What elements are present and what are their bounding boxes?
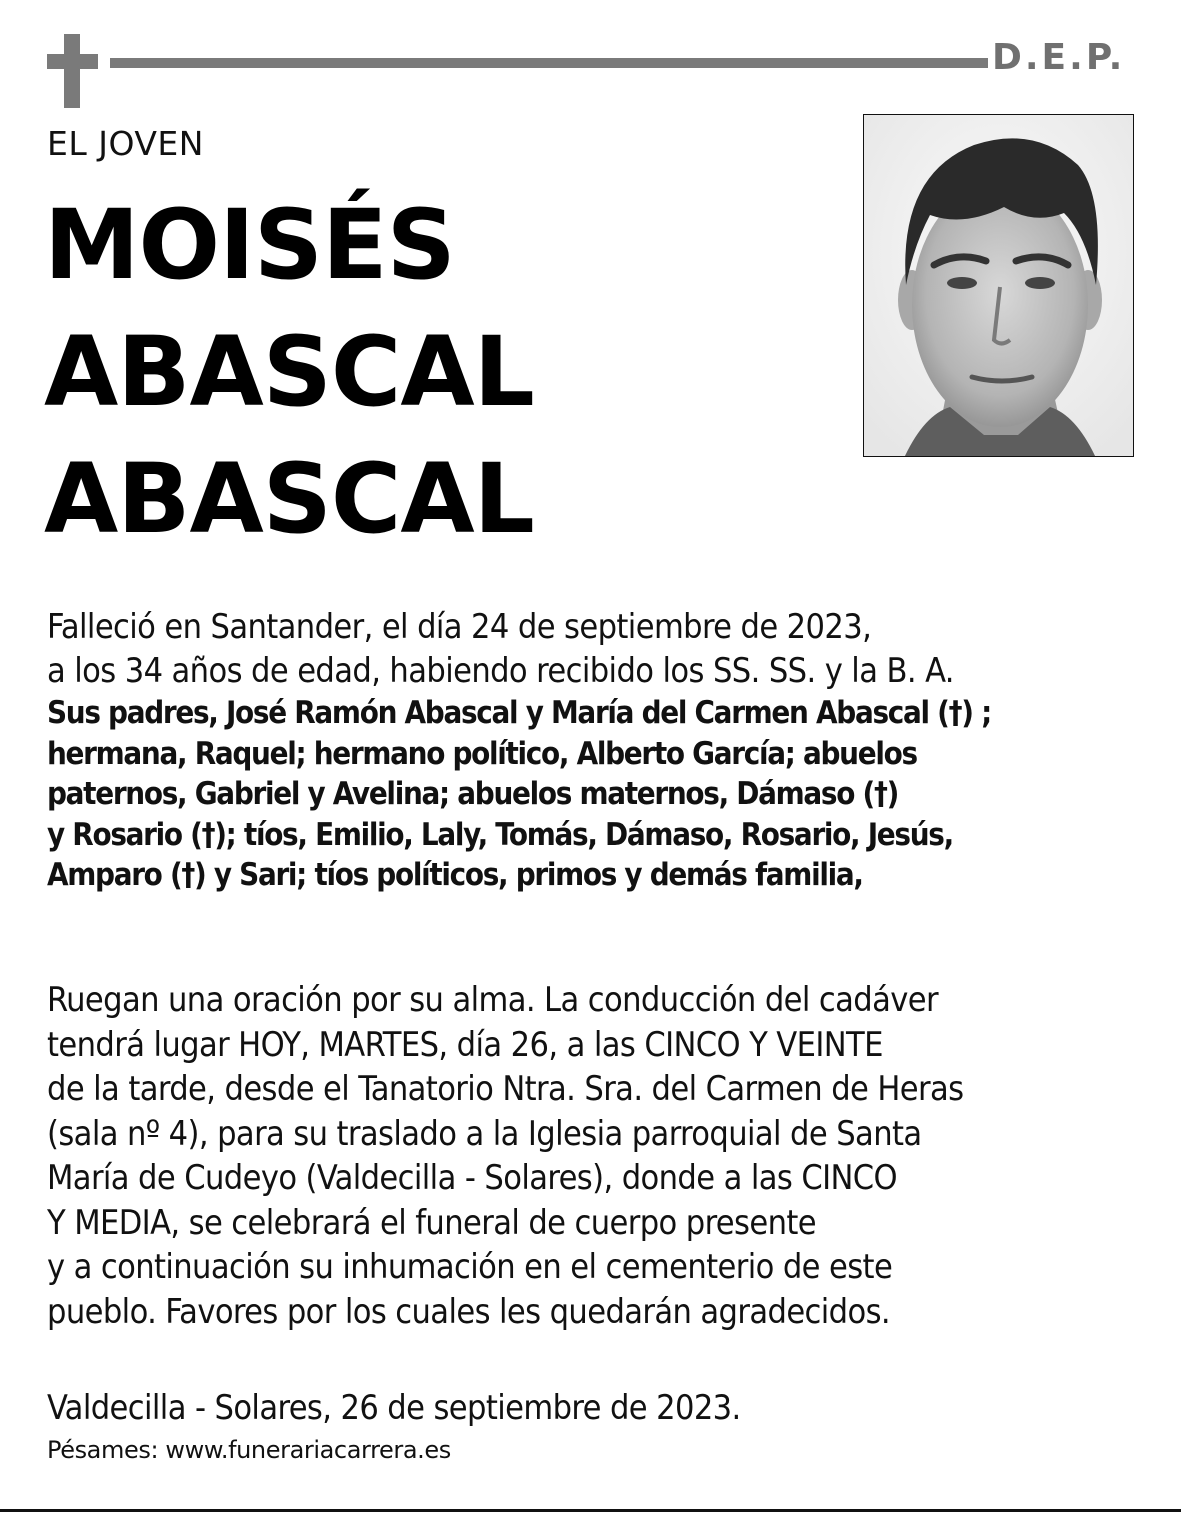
family-paragraph (47, 693, 1157, 896)
family-line: Amparo (†) y Sari; tíos políticos, primos y demás familia, (47, 857, 863, 893)
cross-icon (64, 34, 80, 108)
place-date (47, 1386, 1157, 1430)
funeral-line: Ruegan una oración por su alma. La conducción del cadáver (47, 980, 938, 1020)
condolences-link[interactable]: Pésames: www.funerariacarrera.es (47, 1436, 451, 1464)
funeral-paragraph (47, 978, 1157, 1334)
funeral-line: pueblo. Favores por los cuales les quedarán agradecidos. (47, 1291, 891, 1332)
deceased-surname-2: ABASCAL (44, 443, 534, 555)
bottom-rule (0, 1509, 1181, 1512)
family-line: hermana, Raquel; hermano político, Alberto García; abuelos (47, 735, 917, 772)
cross-icon-bar (47, 54, 98, 69)
funeral-line: y a continuación su inhumación en el cementerio de este (47, 1247, 893, 1287)
header-rule (110, 58, 988, 68)
death-notice-paragraph (47, 605, 1157, 693)
portrait-icon (864, 115, 1134, 457)
deceased-first-name: MOISÉS (44, 189, 455, 301)
dep-label: D.E.P. (992, 37, 1126, 78)
death-line: a los 34 años de edad, habiendo recibido los SS. SS. y la B. A. (47, 651, 954, 691)
funeral-line: María de Cudeyo (Valdecilla - Solares), donde a las CINCO (47, 1158, 898, 1198)
deceased-surname-1: ABASCAL (44, 316, 534, 428)
portrait-photo (863, 114, 1134, 457)
family-line: y Rosario (†); tíos, Emilio, Laly, Tomás, Dámaso, Rosario, Jesús, (47, 816, 953, 853)
funeral-line: (sala nº 4), para su traslado a la Iglesia parroquial de Santa (47, 1113, 922, 1154)
place-date-line: Valdecilla - Solares, 26 de septiembre de 2023. (47, 1388, 741, 1428)
funeral-line: tendrá lugar HOY, MARTES, día 26, a las CINCO Y VEINTE (47, 1024, 883, 1065)
funeral-line: de la tarde, desde el Tanatorio Ntra. Sra. del Carmen de Heras (47, 1069, 964, 1109)
death-line: Falleció en Santander, el día 24 de septiembre de 2023, (47, 607, 872, 647)
deceased-prefix: EL JOVEN (47, 124, 204, 163)
family-line: paternos, Gabriel y Avelina; abuelos maternos, Dámaso (†) (47, 776, 899, 812)
family-line: Sus padres, José Ramón Abascal y María del Carmen Abascal (†) ; (47, 695, 991, 731)
funeral-line: Y MEDIA, se celebrará el funeral de cuerpo presente (47, 1202, 816, 1243)
